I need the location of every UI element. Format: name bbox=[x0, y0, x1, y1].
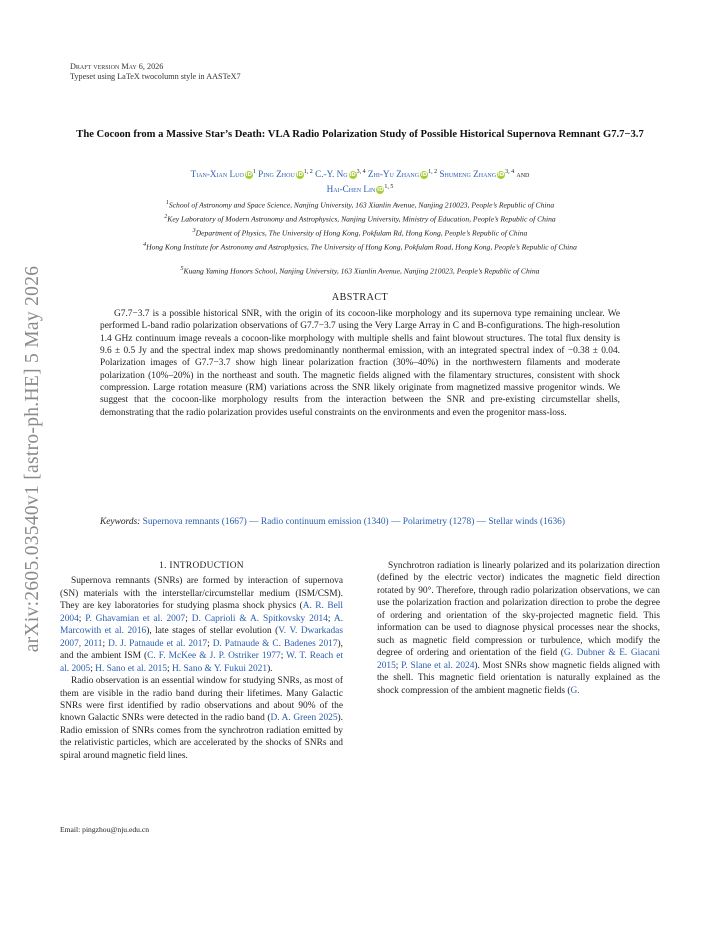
author-name[interactable]: Zhi-Yu Zhang bbox=[367, 169, 420, 180]
citation-link[interactable]: V. V. Dwarkadas 2007, 2011 bbox=[60, 626, 343, 649]
corresponding-email-footnote: Email: pingzhou@nju.edu.cn bbox=[60, 825, 150, 834]
author-conjunction: and bbox=[516, 169, 530, 180]
orcid-icon[interactable]: iD bbox=[296, 172, 304, 179]
intro-paragraph-2: Radio observation is an essential window for studying SNRs, as most of them are visible in the radio band during their lifetimes. Many Galactic SNRs were first identified by radio observations and about 90% of the known Galactic SNRs were detected in the radio band (D. A. Green 2025). Radio emission of SNRs comes from the synchrotron radiation emitted by the relativistic particles, which are accelerated by the shocks of SNRs and spiral around magnetic field lines. bbox=[60, 676, 343, 761]
citation-link[interactable]: G. Dubner & E. Giacani 2015 bbox=[377, 648, 660, 671]
paper-title: The Cocoon from a Massive Star’s Death: VLA Radio Polarization Study of Possible Historical Supernova Remnant G7.7−3.7 bbox=[76, 129, 644, 140]
abstract-text: G7.7−3.7 is a possible historical SNR, with the origin of its cocoon-like morphology and its supernova type remaining unclear. We performed L-band radio polarization observations of G7.7−3.7 using the Very Large Array in C and B-configurations. The high-resolution 1.4 GHz continuum image reveals a cocoon-like morphology with multiple shells and faint blowout structures. The total flux density is 9.6 ± 0.5 Jy and the spectral index map shows predominantly nonthermal emission, with an integrated spectral index of −0.38 ± 0.04. Polarization images of G7.7−3.7 show high linear polarization fraction (30%–40%) in the northwestern filaments and moderate polarization (10%–20%) in the northeast and south. The magnetic fields aligned with the filamentary structures, consistent with shock compression. Large rotation measure (RM) variations across the SNR likely originate from magnetized massive progenitor winds. We suggest that the cocoon-like morphology results from the interaction between the SNR and pre-existing circumstellar shells, demonstrating that the radio polarization provides useful constraints on the environments and even the progenitor mass-loss. bbox=[100, 309, 620, 418]
author-list bbox=[80, 166, 640, 196]
affiliation-4 bbox=[55, 240, 665, 253]
orcid-icon[interactable]: iD bbox=[420, 172, 428, 179]
keywords-label: Keywords: bbox=[100, 517, 141, 527]
affiliation-1 bbox=[55, 198, 665, 211]
affiliation-marker: 1, 5 bbox=[384, 184, 394, 191]
author-name[interactable]: C.-Y. Ng bbox=[315, 169, 348, 180]
affiliation-marker: 3, 4 bbox=[505, 169, 515, 175]
left-column bbox=[60, 560, 343, 762]
affiliation-text: School of Astronomy and Space Science, Nanjing University, 163 Xianlin Avenue, Nanjing 210023, People’s Republic of China bbox=[168, 200, 555, 210]
affiliation-marker: 1, 2 bbox=[303, 169, 313, 175]
abstract-heading: ABSTRACT bbox=[331, 292, 389, 303]
citation-link[interactable]: C. F. McKee & J. P. Ostriker 1977 bbox=[147, 651, 281, 662]
keywords-links[interactable]: Supernova remnants (1667) — Radio continuum emission (1340) — Polarimetry (1278) — Stellar winds (1636) bbox=[142, 517, 565, 527]
citation-link[interactable]: H. Sano & Y. Fukui 2021 bbox=[172, 663, 268, 674]
citation-link[interactable]: H. Sano et al. 2015 bbox=[95, 663, 168, 674]
citation-link[interactable]: D. Caprioli & A. Spitkovsky 2014 bbox=[191, 613, 328, 624]
affiliation-5 bbox=[55, 264, 665, 277]
author-entry bbox=[315, 169, 366, 179]
citation-link[interactable]: D. J. Patnaude et al. 2017 bbox=[108, 638, 208, 649]
affiliation-text: Hong Kong Institute for Astronomy and Astrophysics, The University of Hong Kong, Pokfulam Road, Hong Kong, People’s Republic of China bbox=[146, 242, 577, 252]
author-name[interactable]: Shumeng Zhang bbox=[439, 169, 497, 180]
citation-link[interactable]: A. R. Bell 2004 bbox=[60, 601, 343, 624]
affiliation-text: Kuang Yaming Honors School, Nanjing University, 163 Xianlin Avenue, Nanjing 210023, People’s Republic of China bbox=[183, 266, 540, 276]
citation-link[interactable]: W. T. Reach et al. 2005 bbox=[60, 651, 344, 674]
intro-paragraph-1: Supernova remnants (SNRs) are formed by interaction of supernova (SN) materials with the interstellar/circumstellar medium (ISM/CSM). They are key laboratories for studying plasma shock physics (A. R. Bell 2004; P. Ghavamian et al. 2007; D. Caprioli & A. Spitkovsky 2014; A. Marcowith et al. 2016), late stages of stellar evolution (V. V. Dwarkadas 2007, 2011; D. J. Patnaude et al. 2017; D. Patnaude & C. Badenes 2017), and the ambient ISM (C. F. McKee & J. P. Ostriker 1977; W. T. Reach et al. 2005; H. Sano et al. 2015; H. Sano & Y. Fukui 2021). bbox=[60, 576, 344, 674]
affiliation-number: 2 bbox=[164, 214, 168, 220]
author-entry bbox=[191, 169, 256, 179]
affiliation-text: Department of Physics, The University of Hong Kong, Pokfulam Rd, Hong Kong, People’s Republic of China bbox=[195, 228, 528, 238]
author-name[interactable]: Ping Zhou bbox=[258, 169, 295, 180]
affiliation-3 bbox=[55, 226, 665, 239]
author-entry bbox=[439, 169, 514, 179]
affiliation-text: Key Laboratory of Modern Astronomy and Astrophysics, Nanjing University, Ministry of Education, People’s Republic of China bbox=[167, 214, 556, 224]
orcid-icon[interactable]: iD bbox=[245, 172, 253, 179]
affiliation-number: 1 bbox=[165, 200, 169, 206]
citation-link[interactable]: P. Slane et al. 2024 bbox=[401, 660, 475, 671]
citation-link[interactable]: A. Marcowith et al. 2016 bbox=[60, 613, 344, 637]
citation-link[interactable]: G. bbox=[570, 685, 580, 696]
affiliation-number: 4 bbox=[143, 242, 147, 248]
right-column bbox=[377, 560, 660, 697]
intro-paragraph-3: Synchrotron radiation is linearly polarized and its polarization direction (defined by the electric vector) indicates the magnetic field direction rotated by 90°. Therefore, through radio polarization observations, we can use the polarization fraction and polarization direction to probe the degree of ordering and orientation of the sky-projected magnetic field. This information can be used to diagnose physical processes near the shocks, such as magnetic field compression or turbulence, which modify the degree of ordering and orientation of the field (G. Dubner & E. Giacani 2015; P. Slane et al. 2024). Most SNRs show magnetic fields aligned with the shell. This magnetic field orientation is naturally explained as the shock compression of the ambient magnetic fields (G. bbox=[377, 561, 660, 696]
arxiv-identifier-stamp: arXiv:2605.03540v1 [astro-ph.HE] 5 May 2026 bbox=[22, 265, 43, 653]
typeset-line: Typeset using LaTeX twocolumn style in AASTeX7 bbox=[70, 72, 241, 81]
affiliation-number: 5 bbox=[180, 266, 184, 272]
author-entry bbox=[258, 169, 313, 179]
orcid-icon[interactable]: iD bbox=[497, 172, 505, 179]
citation-link[interactable]: D. A. Green 2025 bbox=[270, 713, 338, 724]
keywords bbox=[100, 516, 620, 529]
citation-link[interactable]: P. Ghavamian et al. 2007 bbox=[85, 613, 186, 624]
affiliation-marker: 1, 2 bbox=[428, 169, 438, 175]
orcid-icon[interactable]: iD bbox=[349, 172, 356, 179]
affiliation-marker: 1 bbox=[252, 169, 256, 175]
citation-link[interactable]: D. Patnaude & C. Badenes 2017 bbox=[212, 638, 338, 649]
author-name[interactable]: Hai-Chen Lin bbox=[326, 184, 376, 195]
draft-version-line: Draft version May 6, 2026 bbox=[70, 62, 164, 71]
section-heading-introduction: 1. INTRODUCTION bbox=[159, 561, 244, 571]
affiliation-number: 3 bbox=[192, 228, 196, 234]
orcid-icon[interactable]: iD bbox=[377, 187, 384, 194]
author-entry bbox=[368, 169, 437, 179]
author-entry bbox=[327, 184, 394, 194]
affiliation-marker: 3, 4 bbox=[356, 169, 366, 175]
affiliation-2 bbox=[55, 212, 665, 225]
author-name[interactable]: Tian-Xian Luo bbox=[190, 169, 244, 180]
